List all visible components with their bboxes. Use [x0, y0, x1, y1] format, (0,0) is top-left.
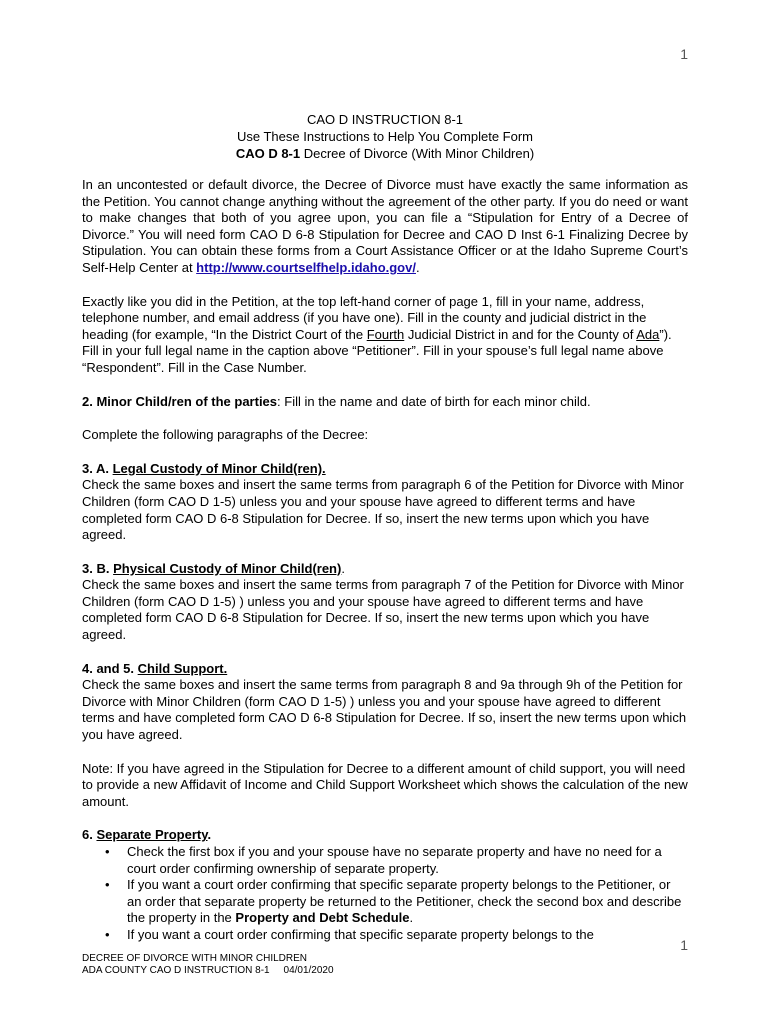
- section-3b-text: Check the same boxes and insert the same terms from paragraph 7 of the Petition for Divorce with Minor Children (form CAO D 1-5) ) unless you and your spouse have agreed to different terms and have completed form CAO D 6-8 Stipulation for Decree. If so, insert the new terms upon which you have agreed.: [82, 577, 684, 643]
- header-subtitle: Use These Instructions to Help You Complete Form: [236, 129, 534, 144]
- section-3a-title: Legal Custody of Minor Child(ren).: [112, 460, 326, 476]
- section-45-text: Check the same boxes and insert the same terms from paragraph 8 and 9a through 9h of the Petition for Divorce with Minor Children (form CAO D 1-5) ) unless you and your spouse have agreed to different terms and have completed form CAO D 6-8 Stipulation for Decree. If so, insert the new terms upon which you have agreed.: [82, 677, 687, 743]
- section-3b-heading: 3. B. Physical Custody of Minor Child(ren).: [82, 560, 345, 576]
- page-number-bottom: 1: [680, 937, 688, 953]
- caption-text-1: Exactly like you did in the Petition, at the top left-hand corner of page 1, fill in your name, address, telephone number, and email address (if you have one). Fill in the county and judicial district in the heading (for example, “In the District Court of the: [82, 293, 647, 342]
- list-item: • Check the first box if you and your spouse have no separate property and have no need for a court order confirming ownership of separate property.: [127, 844, 688, 877]
- section-6-title: Separate Property: [96, 827, 208, 843]
- section-3a-text: Check the same boxes and insert the same terms from paragraph 6 of the Petition for Divorce with Minor Children (form CAO D 1-5) unless you and your spouse have agreed to different terms and have completed form CAO D 6-8 Stipulation for Decree. If so, insert the new terms upon which you have agreed.: [82, 477, 684, 543]
- page-footer: [82, 953, 334, 977]
- header-form-id: CAO D INSTRUCTION 8-1: [306, 112, 463, 127]
- intro-text: In an uncontested or default divorce, the Decree of Divorce must have exactly the same information as the Petition. You cannot change anything without the agreement of the other party. If you do need or want to make changes that both of you agree upon, you can file a “Stipulation for Entry of a Decree of Divorce.” You will need form CAO D 6-8 Stipulation for Decree and CAO D Inst 6-1 Finalizing Decree by Stipulation. You can obtain these forms from a Court Assistance Officer or at the Idaho Supreme Court’s Self-Help Center at: [82, 177, 688, 275]
- caption-example-district: Fourth: [366, 326, 405, 342]
- property-debt-schedule-ref: Property and Debt Schedule: [235, 910, 410, 926]
- section-3a-heading: 3. A. Legal Custody of Minor Child(ren).: [82, 460, 326, 476]
- note-paragraph: Note: If you have agreed in the Stipulation for Decree to a different amount of child support, you will need to provide a new Affidavit of Income and Child Support Worksheet which shows the calculation of the new amount.: [82, 760, 688, 809]
- caption-text-2: Judicial District in and for the County of: [404, 326, 637, 342]
- section-3b-title: Physical Custody of Minor Child(ren): [113, 560, 342, 576]
- caption-paragraph: [82, 294, 688, 377]
- caption-text-3: ”). Fill in your full legal name in the caption above “Petitioner”. Fill in your spouse’s full legal name above “Respondent”. Fill in the Case Number.: [82, 326, 672, 375]
- section-2-paragraph: [82, 394, 688, 411]
- footer-line-2: ADA COUNTY CAO D INSTRUCTION 8-1 04/01/2020: [82, 965, 334, 976]
- complete-paragraphs-text: Complete the following paragraphs of the Decree:: [82, 427, 369, 443]
- footer-line-1: DECREE OF DIVORCE WITH MINOR CHILDREN: [82, 953, 308, 964]
- header-form-name: Decree of Divorce (With Minor Children): [300, 146, 535, 161]
- header-form-title: [82, 145, 688, 162]
- section-2-text: : Fill in the name and date of birth for each minor child.: [277, 393, 591, 409]
- section-45-title: Child Support.: [137, 660, 228, 676]
- caption-example-county: Ada: [636, 326, 660, 342]
- page-number-top: 1: [680, 46, 688, 62]
- section-45-heading: 4. and 5. Child Support.: [82, 660, 228, 676]
- document-body: [82, 177, 688, 944]
- section-6-heading: 6. Separate Property.: [82, 827, 212, 843]
- intro-paragraph: [82, 177, 688, 277]
- header-form-code: CAO D 8-1: [235, 146, 301, 161]
- document-header: [82, 111, 688, 162]
- self-help-link[interactable]: http://www.courtselfhelp.idaho.gov/: [196, 259, 416, 275]
- intro-end: .: [415, 259, 420, 275]
- list-item: • If you want a court order confirming that specific separate property belongs to the: [127, 927, 688, 944]
- list-item: • If you want a court order confirming that specific separate property belongs to the Petitioner, or an order that separate property be returned to the Petitioner, check the second box and describe the property in the Property and Debt Schedule.: [127, 877, 688, 927]
- section-2-heading: 2. Minor Child/ren of the parties: [82, 393, 278, 409]
- section-6-list: [82, 844, 688, 944]
